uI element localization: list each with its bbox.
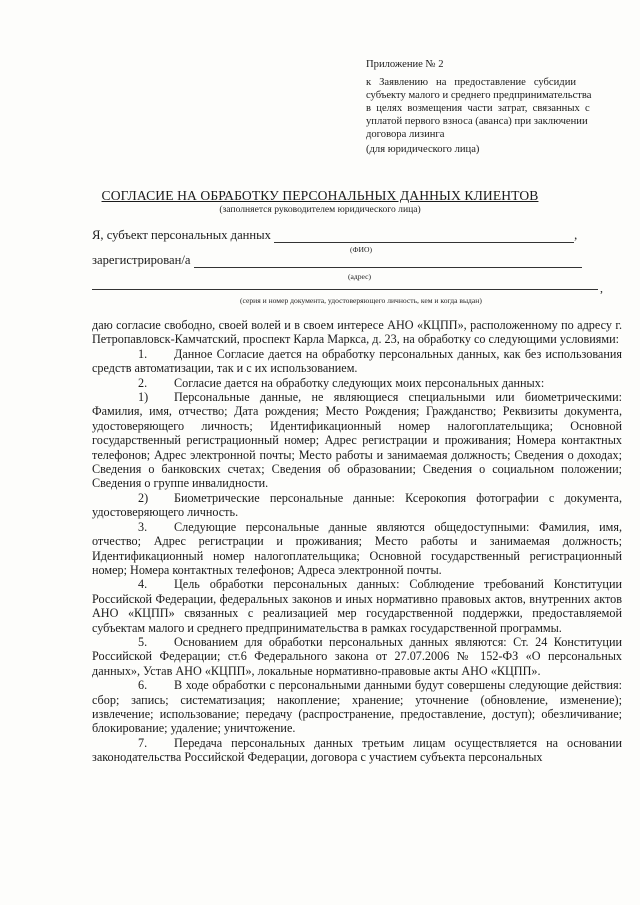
document-title: СОГЛАСИЕ НА ОБРАБОТКУ ПЕРСОНАЛЬНЫХ ДАННЫХ КЛИЕНТОВ [101,188,539,203]
clause-1: 1. Данное Согласие дается на обработку персональных данных, как без использования средств автоматизации, так и с их использованием. [92,346,622,376]
registered-label: зарегистрирован/а [92,253,191,267]
subject-label: Я, субъект персональных данных [92,228,271,242]
comma: , [600,281,603,295]
annex-line: к Заявлению на предоставление субсидии [366,77,577,88]
address-field[interactable] [194,256,582,268]
annex-line: субъекту малого и среднего предпринимательства [366,90,592,101]
clause-2: 2. Согласие дается на обработку следующих моих персональных данных: [138,375,545,390]
intro-paragraph: даю согласие свободно, своей волей и в своем интересе АНО «КЦПП», расположенному по адресу г. Петропавловск-Камчатский, проспект Карла Маркса, д. 23, на обработку со следующими условиями: [92,318,622,347]
comma: , [574,228,578,242]
annex-line: в целях возмещения части затрат, связанных с [366,103,590,114]
annex-block [366,58,622,156]
clause-5: 5. Основанием для обработки персональных данных являются: Ст. 24 Конституции Российской Федерации; ст.6 Федерального закона от 27.07.2006 № 152-ФЗ «О персональных данных», Устав АНО «КЦПП», локальные нормативно-правовые акты АНО «КЦПП». [92,634,622,678]
clause-6: 6. В ходе обработки с персональными данными будут совершены следующие действия: сбор; запись; систематизация; накопление; хранение; уточнение (обновление, изменение); извлечение; использование; передачу (распространение, предоставление, доступ); обезличивание; блокирование; удаление; уничтожение. [92,678,622,736]
address-hint: (адрес) [348,272,372,281]
registered-row [92,253,605,268]
clause-4: 4. Цель обработки персональных данных: Соблюдение требований Конституции Российской Федерации, федеральных законов и иных нормативно правовых актов, внутренних актов АНО «КЦПП» связанных с реализацией мер государственной поддержки, предоставляемой субъектам малого и среднего предпринимательства в рамках государственной программы. [92,577,622,635]
passport-field[interactable] [92,289,598,290]
annex-line: договора лизинга [366,129,445,140]
subject-row [92,228,605,243]
fio-hint: (ФИО) [350,245,373,254]
annex-line: уплатой первого взноса (аванса) при заключении [366,116,588,127]
passport-hint: (серия и номер документа, удостоверяющего личность, кем и когда выдан) [240,296,482,305]
clause-3: 3. Следующие персональные данные являются общедоступными: Фамилия, имя, отчество; Адрес регистрации и проживания; Место работы и занимаемая должность; Идентификационный номер налогоплательщика; Основной государственный регистрационный номер; Номера контактных телефонов; Адреса электронной почты. [92,519,622,577]
document-subtitle: (заполняется руководителем юридического лица) [219,204,421,215]
clause-2-2: 2) Биометрические персональные данные: Ксерокопия фотографии с документа, удостоверяющего личность. [92,490,622,520]
clause-7: 7. Передача персональных данных третьим лицам осуществляется на основании законодательства Российской Федерации, договора с участием субъекта персональных [92,735,622,765]
clause-2-1: 1) Персональные данные, не являющиеся специальными или биометрическими: Фамилия, имя, отчество; Дата рождения; Место Рождения; Гражданство; Реквизиты документа, удостоверяющего личность; Идентификационный номер налогоплательщика; Основной государственный регистрационный номер; Адрес регистрации и проживания; Номера контактных телефонов; Адрес электронной почты; Место работы и занимаемая должность; Сведения о доходах; Сведения о банковских счетах; Сведения об образовании; Сведения о социальном положении; Сведения о группе инвалидности. [92,390,622,491]
fio-field[interactable] [274,231,574,243]
annex-line: (для юридического лица) [366,144,480,155]
annex-title: Приложение № 2 [366,59,444,70]
consent-body [92,318,622,765]
